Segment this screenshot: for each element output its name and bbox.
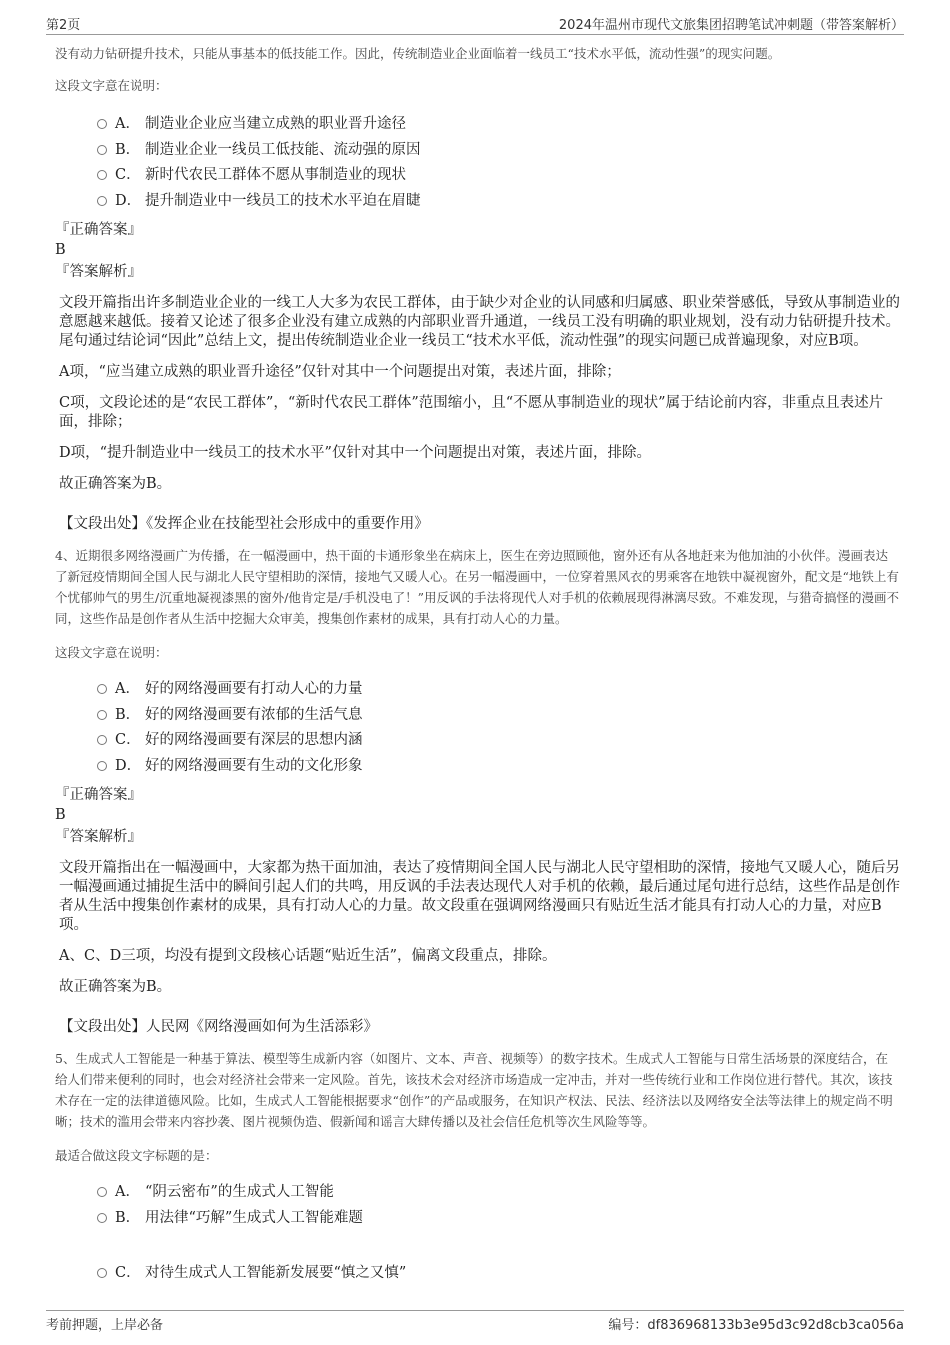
q4-prompt: 这段文字意在说明： [55,645,168,660]
q4-options [97,677,900,779]
q5-passage: 5、生成式人工智能是一种基于算法、模型等生成新内容（如图片、文本、声音、视频等）的数字技术。生成式人工智能与日常生活场景的深度结合，在给人们带来便利的同时，也会对经济社会带来一定风险。首先，该技术会对经济市场造成一定冲击，并对一些传统行业和工作岗位进行替代。其次，该技术存在一定的法律道德风险。比如，生成式人工智能根据要求“创作”的产品或服务，在知识产权法、民法、经济法以及网络安全法等法律上的规定尚不明晰；技术的滥用会带来内容抄袭、图片视频伪造、假新闻和谣言大肆传播以及社会信任危机等次生风险等等。 [55,1051,893,1129]
q3-options [97,112,900,214]
page-header [46,14,904,35]
q3-answer: B [55,242,66,258]
q3-analysis-c: C项，文段论述的是“农民工群体”，“新时代农民工群体”范围缩小，且“不愿从事制造业的现状”属于结论前内容，非重点且表述片面，排除； [59,395,884,430]
q5-option-c[interactable]: C． 对待生成式人工智能新发展要“慎之又慎” [97,1261,900,1287]
q4-analysis-main: 文段开篇指出在一幅漫画中，大家都为热干面加油，表达了疫情期间全国人民与湖北人民守望相助的深情，接地气又暖人心，随后另一幅漫画通过捕捉生活中的瞬间引起人们的共鸣，用反讽的手法表达现代人对手机的依赖，最后通过尾句进行总结，这些作品是创作者从生活中搜集创作素材的成果，具有打动人心的力量。故文段重在强调网络漫画只有贴近生活才能具有打动人心的力量，对应B项。 [59,860,900,933]
q4-option-b[interactable]: B． 好的网络漫画要有浓郁的生活气息 [97,703,900,729]
footer-serial: 编号：df836968133b3e95d3c92d8cb3ca056a [608,1318,904,1333]
q3-option-c[interactable]: C． 新时代农民工群体不愿从事制造业的现状 [97,163,900,189]
q3-prompt: 这段文字意在说明： [55,78,168,93]
radio-icon[interactable] [97,1213,107,1223]
document-title: 2024年温州市现代文旅集团招聘笔试冲刺题（带答案解析） [558,18,904,33]
radio-icon[interactable] [97,170,107,180]
q3-answer-label: 『正确答案』 [55,222,142,238]
q4-conclusion: 故正确答案为B。 [59,979,172,995]
q5-prompt: 最适合做这段文字标题的是： [55,1148,218,1163]
page-content [55,42,900,1287]
radio-icon[interactable] [97,735,107,745]
q3-conclusion: 故正确答案为B。 [59,476,172,492]
radio-icon[interactable] [97,1187,107,1197]
q5-option-a[interactable]: A． “阴云密布”的生成式人工智能 [97,1180,900,1206]
radio-icon[interactable] [97,196,107,206]
q4-answer: B [55,807,66,823]
radio-icon[interactable] [97,1268,107,1278]
q4-analysis-acd: A、C、D三项，均没有提到文段核心话题“贴近生活”，偏离文段重点，排除。 [59,948,557,964]
q4-option-a[interactable]: A． 好的网络漫画要有打动人心的力量 [97,677,900,703]
q3-analysis-d: D项，“提升制造业中一线员工的技术水平”仅针对其中一个问题提出对策，表述片面，排除。 [59,445,651,461]
radio-icon[interactable] [97,145,107,155]
q3-analysis-main: 文段开篇指出许多制造业企业的一线工人大多为农民工群体，由于缺少对企业的认同感和归属感、职业荣誉感低，导致从事制造业的意愿越来越低。接着又论述了很多企业没有建立成熟的内部职业晋升通道，一线员工没有明确的职业规划，没有动力钻研提升技术。尾句通过结论词“因此”总结上文，提出传统制造业企业一线员工“技术水平低，流动性强”的现实问题已成普遍现象，对应B项。 [59,295,900,349]
q5-option-b[interactable]: B． 用法律“巧解”生成式人工智能难题 [97,1206,900,1232]
q3-passage-tail: 没有动力钻研提升技术，只能从事基本的低技能工作。因此，传统制造业企业面临着一线员工“技术水平低，流动性强”的现实问题。 [55,46,781,61]
q3-option-a[interactable]: A． 制造业企业应当建立成熟的职业晋升途径 [97,112,900,138]
q5-options [97,1180,900,1287]
q3-source: 【文段出处】《发挥企业在技能型社会形成中的重要作用》 [59,516,429,532]
radio-icon[interactable] [97,761,107,771]
q4-source: 【文段出处】人民网《网络漫画如何为生活添彩》 [59,1019,378,1035]
page-footer [46,1310,904,1334]
q3-analysis-label: 『答案解析』 [55,264,142,280]
footer-slogan: 考前押题，上岸必备 [46,1318,164,1333]
q4-answer-label: 『正确答案』 [55,787,142,803]
q4-option-c[interactable]: C． 好的网络漫画要有深层的思想内涵 [97,728,900,754]
q3-analysis-a: A项，“应当建立成熟的职业晋升途径”仅针对其中一个问题提出对策，表述片面，排除； [59,364,621,380]
radio-icon[interactable] [97,119,107,129]
page-number: 第2页 [46,18,81,33]
q4-analysis-label: 『答案解析』 [55,829,142,845]
radio-icon[interactable] [97,710,107,720]
q4-passage: 4、近期很多网络漫画广为传播，在一幅漫画中，热干面的卡通形象坐在病床上，医生在旁边照顾他，窗外还有从各地赶来为他加油的小伙伴。漫画表达了新冠疫情期间全国人民与湖北人民守望相助的深情，接地气又暖人心。在另一幅漫画中，一位穿着黑风衣的男乘客在地铁中凝视窗外，配文是“地铁上有个忧郁帅气的男生/沉重地凝视漆黑的窗外/他肯定是/手机没电了！”用反讽的手法将现代人对手机的依赖展现得淋漓尽致。不难发现，与猎奇搞怪的漫画不同，这些作品是创作者从生活中挖掘大众审美，搜集创作素材的成果，具有打动人心的力量。 [55,548,900,626]
radio-icon[interactable] [97,684,107,694]
q3-option-b[interactable]: B． 制造业企业一线员工低技能、流动强的原因 [97,138,900,164]
q4-option-d[interactable]: D． 好的网络漫画要有生动的文化形象 [97,754,900,780]
q3-option-d[interactable]: D． 提升制造业中一线员工的技术水平迫在眉睫 [97,189,900,215]
